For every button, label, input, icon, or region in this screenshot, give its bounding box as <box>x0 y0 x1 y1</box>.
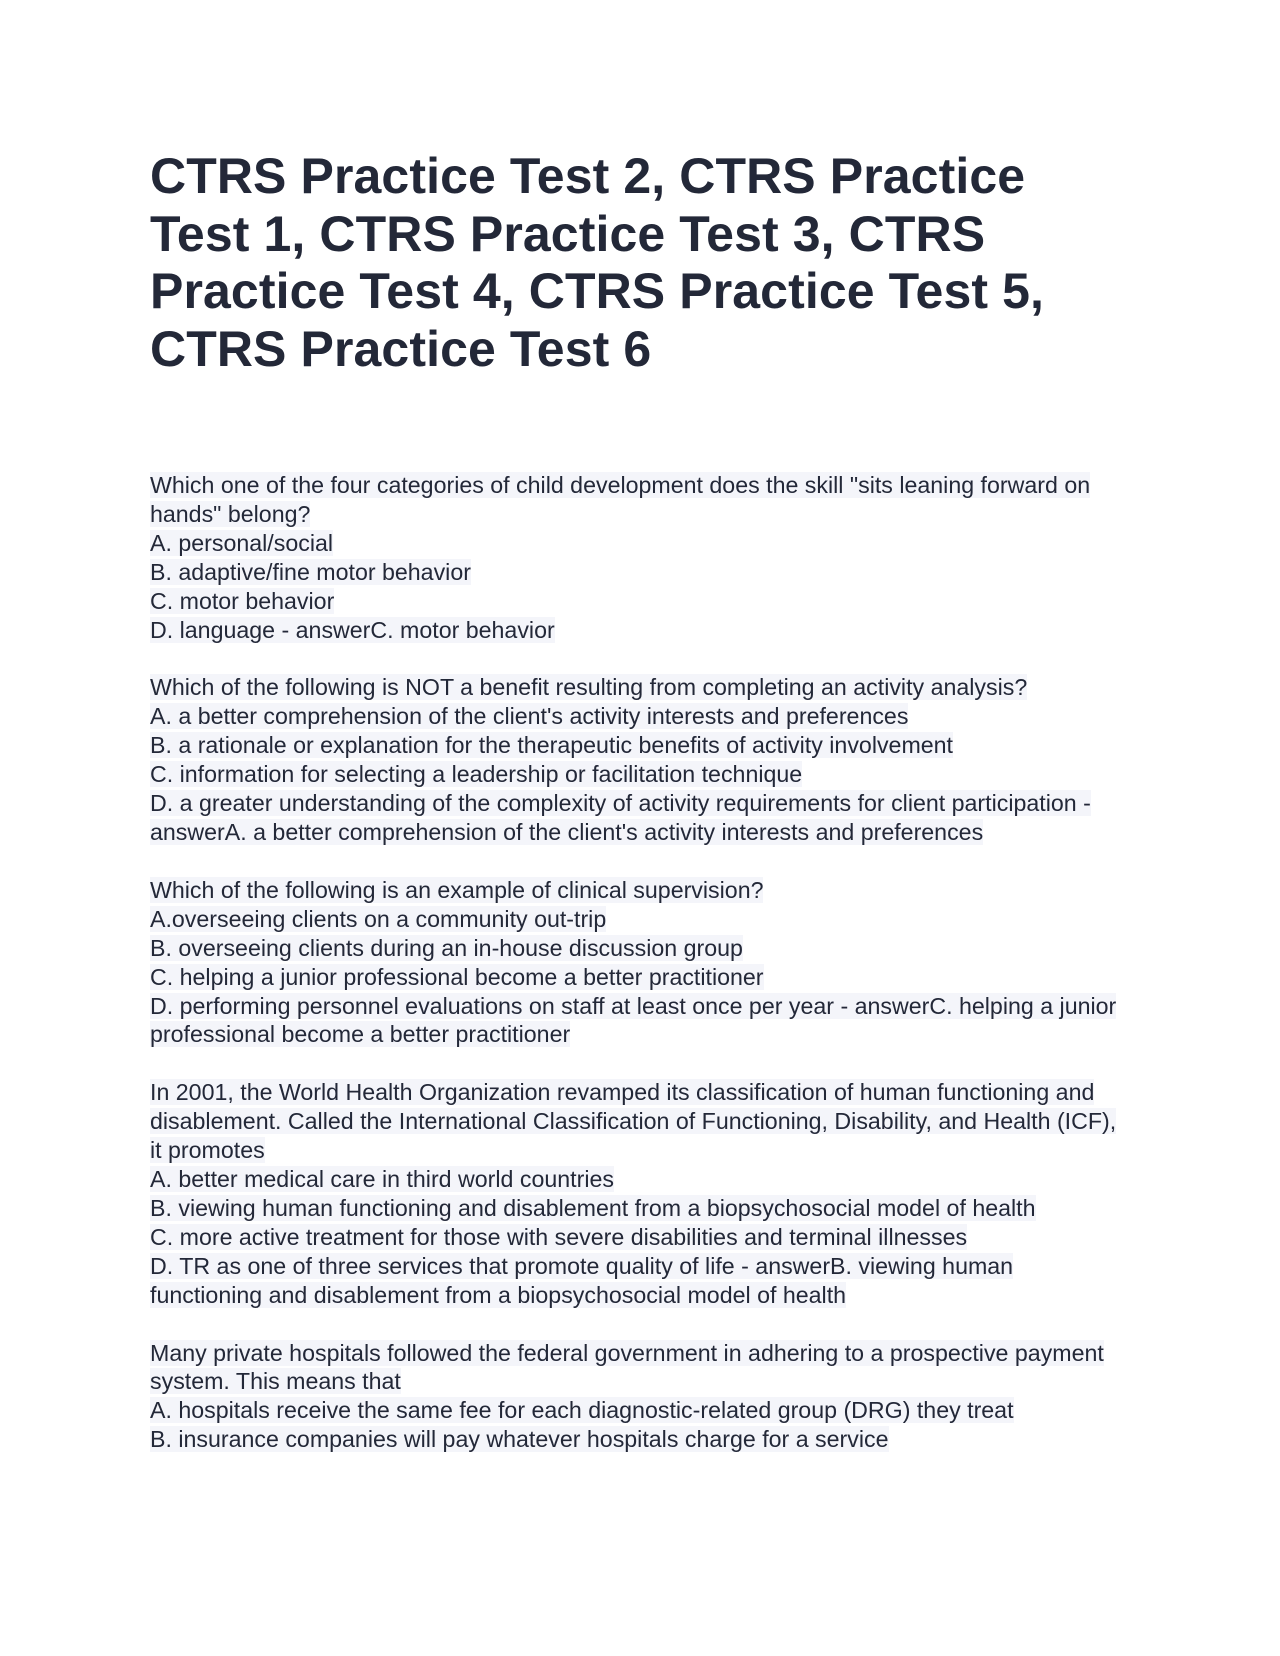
document-title: CTRS Practice Test 2, CTRS Practice Test 1, CTRS Practice Test 3, CTRS Practice Test 4, CTRS Practice Test 5, CTRS Practice Test 6 <box>150 148 1045 377</box>
question-block <box>150 471 1130 644</box>
question-text: Which of the following is an example of clinical supervision? <box>150 876 764 903</box>
question-block <box>150 673 1130 846</box>
answer-option: B. overseeing clients during an in-house discussion group <box>150 934 743 961</box>
answer-option: D. a greater understanding of the complexity of activity requirements for client participation - answerA. a better comprehension of the client's activity interests and preferences <box>150 790 1091 845</box>
answer-option: B. a rationale or explanation for the therapeutic benefits of activity involvement <box>150 732 954 759</box>
answer-option: B. adaptive/fine motor behavior <box>150 558 471 585</box>
answer-option: B. insurance companies will pay whatever hospitals charge for a service <box>150 1426 889 1453</box>
answer-option: C. motor behavior <box>150 587 335 614</box>
question-list <box>150 471 1130 1454</box>
question-block <box>150 1339 1130 1455</box>
answer-option: C. helping a junior professional become a better practitioner <box>150 963 764 990</box>
question-text: In 2001, the World Health Organization revamped its classification of human functioning and disablement. Called the International Classification of Functioning, Disability, and Health (ICF), it promotes <box>150 1079 1117 1164</box>
answer-option: D. TR as one of three services that promote quality of life - answerB. viewing human functioning and disablement from a biopsychosocial model of health <box>150 1252 1014 1308</box>
answer-option: A. better medical care in third world countries <box>150 1166 614 1193</box>
answer-option: C. more active treatment for those with severe disabilities and terminal illnesses <box>150 1223 968 1250</box>
question-text: Which one of the four categories of child development does the skill "sits leaning forward on hands" belong? <box>150 472 1091 527</box>
answer-option: D. performing personnel evaluations on staff at least once per year - answerC. helping a junior professional become a better practitioner <box>150 992 1117 1048</box>
question-block <box>150 1078 1130 1309</box>
question-block <box>150 876 1130 1049</box>
answer-option: A. personal/social <box>150 529 334 556</box>
question-text: Many private hospitals followed the federal government in adhering to a prospective payment system. This means that <box>150 1339 1104 1395</box>
answer-option: B. viewing human functioning and disablement from a biopsychosocial model of health <box>150 1194 1036 1221</box>
answer-option: D. language - answerC. motor behavior <box>150 616 555 643</box>
answer-option: C. information for selecting a leadership or facilitation technique <box>150 761 803 788</box>
document-body <box>150 148 1130 1483</box>
question-text: Which of the following is NOT a benefit resulting from completing an activity analysis? <box>150 674 1028 701</box>
answer-option: A. a better comprehension of the client's activity interests and preferences <box>150 703 909 730</box>
answer-option: A.overseeing clients on a community out-trip <box>150 905 607 932</box>
answer-option: A. hospitals receive the same fee for each diagnostic-related group (DRG) they treat <box>150 1397 1014 1424</box>
